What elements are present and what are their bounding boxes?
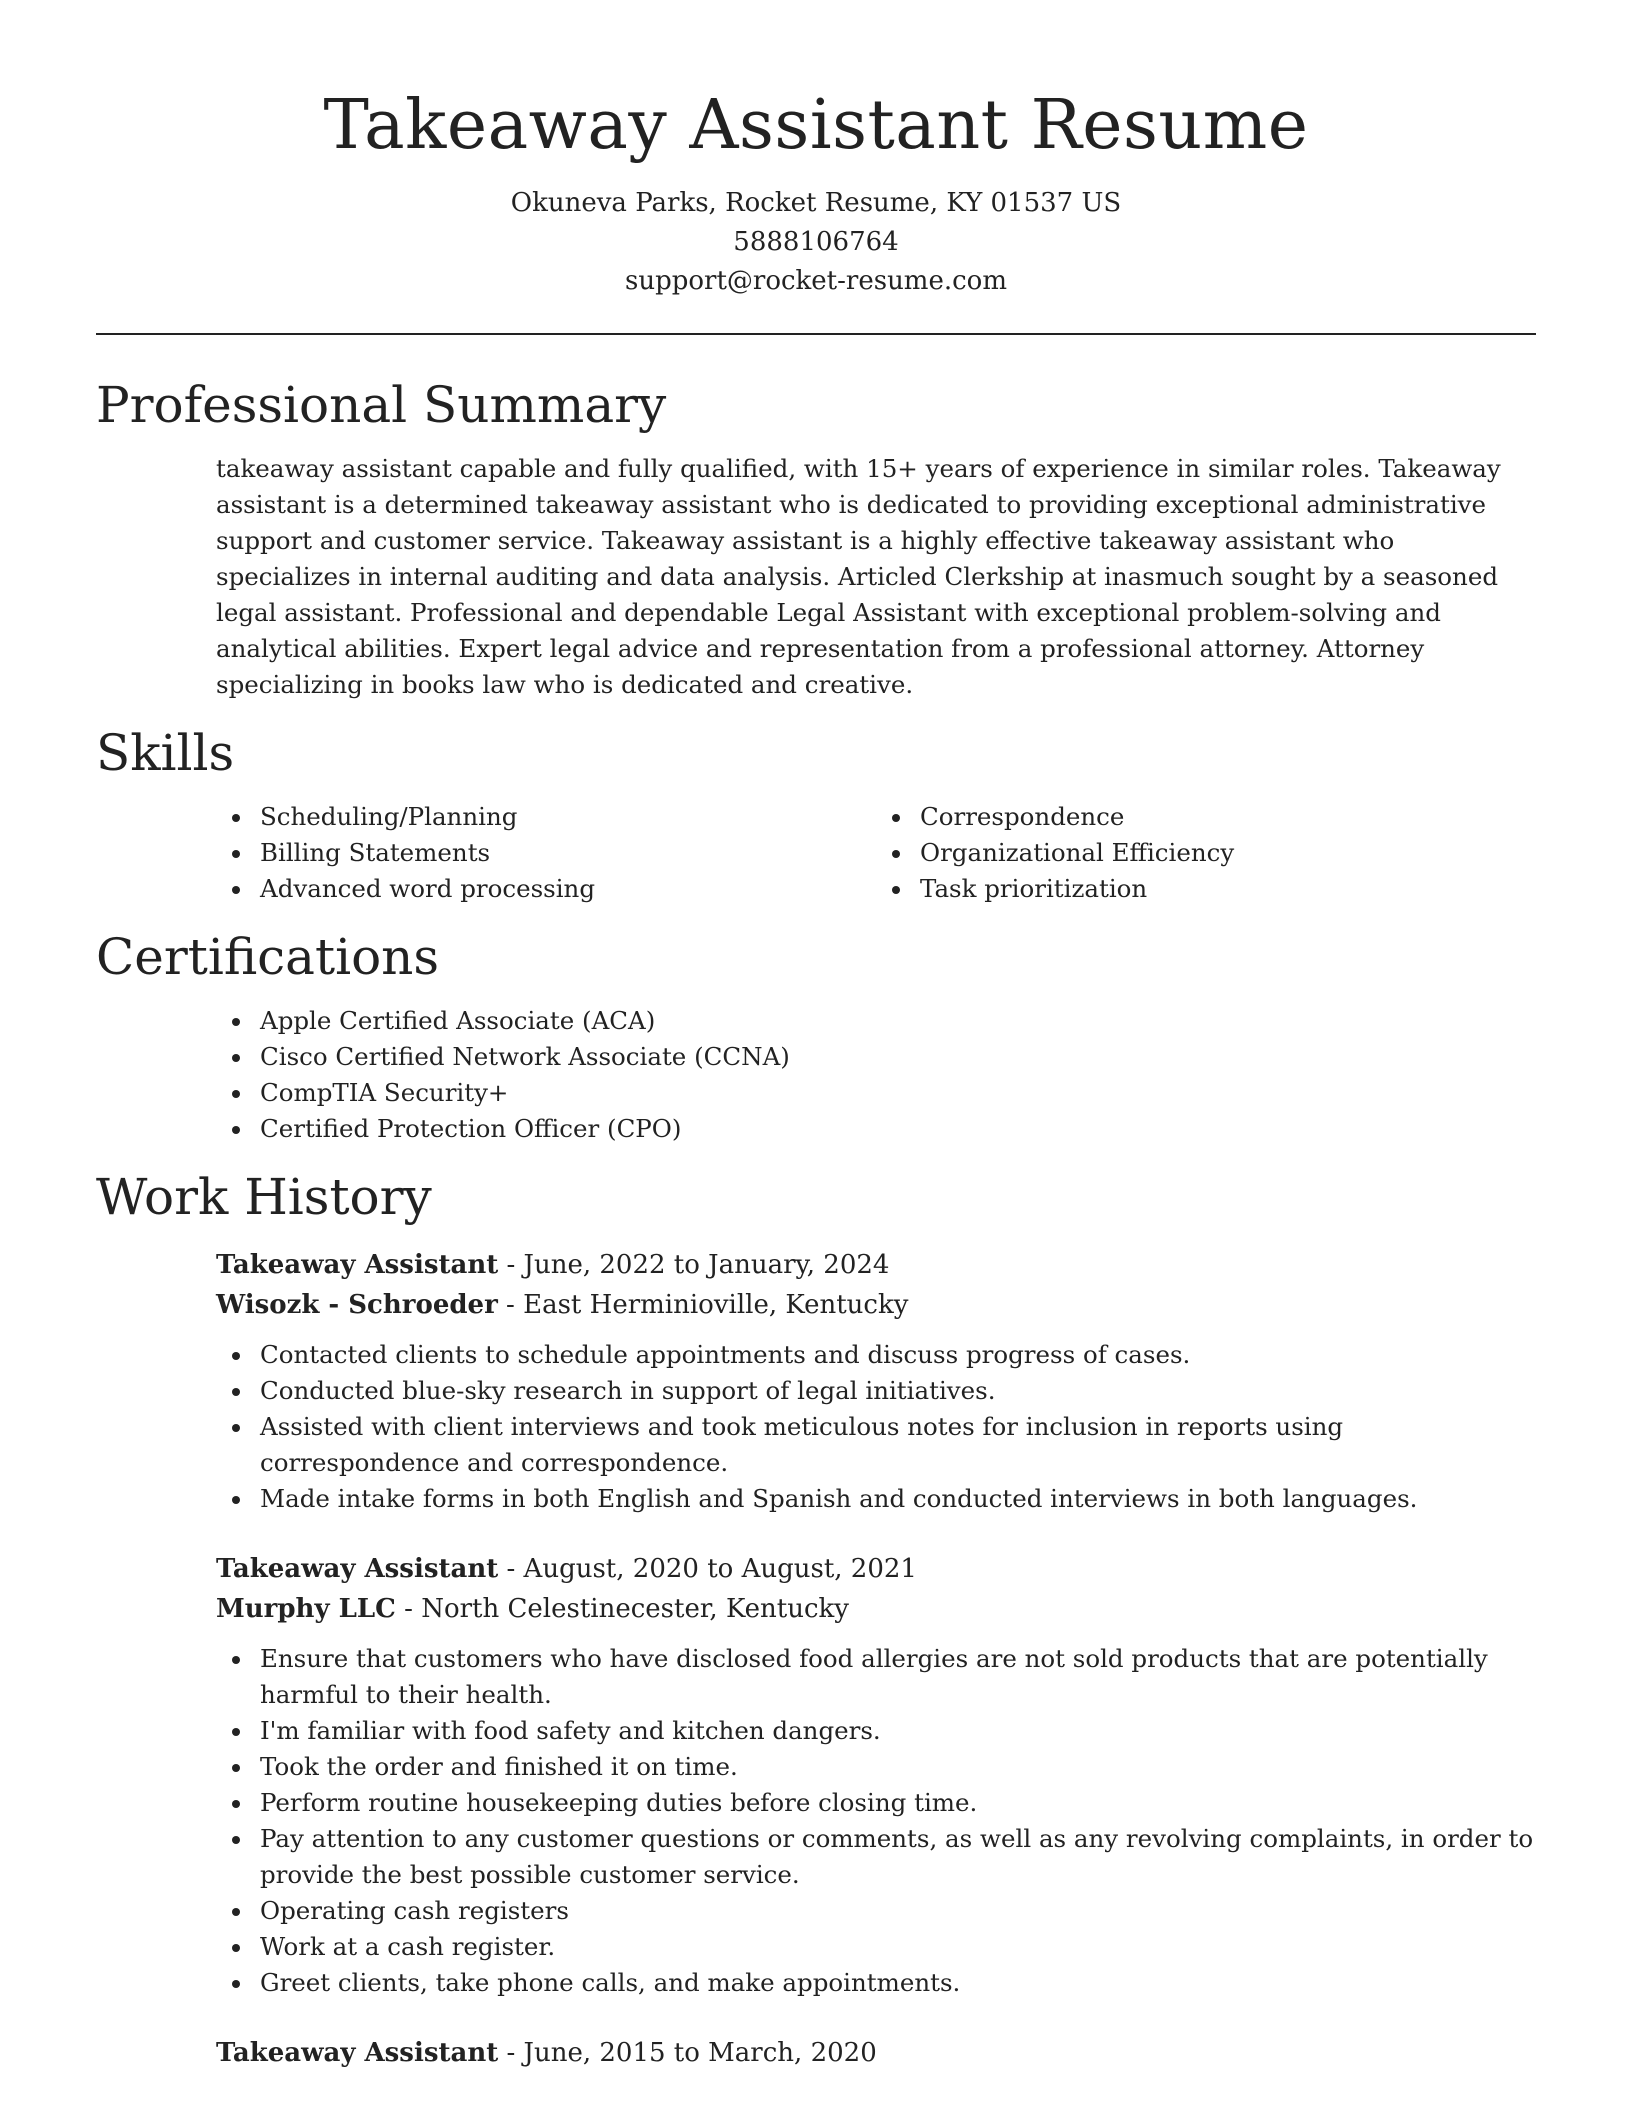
summary-heading: Professional Summary — [96, 376, 667, 434]
job-duty-item: I'm familiar with food safety and kitchen dangers. — [260, 1713, 1536, 1749]
resume-title: Takeaway Assistant Resume — [323, 86, 1309, 165]
job-duty-item: Perform routine housekeeping duties before closing time. — [260, 1785, 1536, 1821]
job-entry — [216, 2033, 1536, 2073]
job-title: Takeaway Assistant — [216, 1250, 499, 1280]
contact-phone: 5888106764 — [733, 227, 899, 257]
work-history-section — [96, 1167, 1536, 2073]
job-company-line — [216, 1285, 1536, 1325]
job-duty-item: Made intake forms in both English and Spanish and conducted interviews in both languages. — [260, 1481, 1536, 1517]
job-title: Takeaway Assistant — [216, 1554, 499, 1584]
job-duty-item: Pay attention to any customer questions or comments, as well as any revolving complaints, in order to provide the best possible customer service. — [260, 1821, 1536, 1893]
job-title-line — [216, 1549, 1536, 1589]
resume-header — [96, 0, 1536, 301]
job-duty-item: Operating cash registers — [260, 1893, 1536, 1929]
job-duties-list — [216, 1641, 1536, 2001]
certification-item: Certified Protection Officer (CPO) — [260, 1111, 1580, 1147]
certification-item: Apple Certified Associate (ACA) — [260, 1003, 1580, 1039]
certifications-heading: Certifications — [96, 928, 440, 986]
job-duty-item: Contacted clients to schedule appointments and discuss progress of cases. — [260, 1337, 1536, 1373]
job-title: Takeaway Assistant — [216, 2038, 499, 2068]
certification-item: CompTIA Security+ — [260, 1075, 1580, 1111]
job-title-line — [216, 1245, 1536, 1285]
job-duty-item: Ensure that customers who have disclosed food allergies are not sold products that are potentially harmful to their health. — [260, 1641, 1536, 1713]
job-duty-item: Assisted with client interviews and took meticulous notes for inclusion in reports using correspondence and correspondence. — [260, 1409, 1536, 1481]
skills-columns — [216, 799, 1536, 907]
skills-heading: Skills — [96, 724, 235, 782]
job-dates: - June, 2015 to March, 2020 — [498, 2038, 877, 2068]
header-divider — [96, 333, 1536, 335]
job-dates: - June, 2022 to January, 2024 — [498, 1250, 890, 1280]
skills-list-right — [876, 799, 1536, 907]
work-history-heading: Work History — [96, 1168, 432, 1226]
skill-item: Correspondence — [920, 799, 1536, 835]
certifications-section — [96, 927, 1536, 1147]
skill-item: Scheduling/Planning — [260, 799, 876, 835]
job-location: - East Herminioville, Kentucky — [497, 1290, 909, 1320]
certifications-list — [216, 1003, 1580, 1147]
job-duty-item: Greet clients, take phone calls, and make appointments. — [260, 1965, 1536, 2001]
skill-item: Billing Statements — [260, 835, 876, 871]
job-company: Murphy LLC — [216, 1594, 396, 1624]
contact-block — [96, 184, 1536, 301]
job-duty-item: Work at a cash register. — [260, 1929, 1536, 1965]
skill-item: Task prioritization — [920, 871, 1536, 907]
contact-address: Okuneva Parks, Rocket Resume, KY 01537 US — [510, 188, 1122, 218]
resume-page — [96, 0, 1536, 2073]
job-title-line — [216, 2033, 1536, 2073]
summary-section — [96, 375, 1536, 703]
job-company-line — [216, 1589, 1536, 1629]
job-entry — [216, 1549, 1536, 2001]
job-duty-item: Took the order and finished it on time. — [260, 1749, 1536, 1785]
summary-text: takeaway assistant capable and fully qualified, with 15+ years of experience in similar roles. Takeaway assistant is a determined takeaway assistant who is dedicated to providing exceptional administrative support and customer service. Takeaway assistant is a highly effective takeaway assistant who specializes in internal auditing and data analysis. Articled Clerkship at inasmuch sought by a seasoned legal assistant. Professional and dependable Legal Assistant with exceptional problem-solving and analytical abilities. Expert legal advice and representation from a professional attorney. Attorney specializing in books law who is dedicated and creative. — [216, 454, 1501, 699]
skills-section — [96, 723, 1536, 907]
job-company: Wisozk - Schroeder — [216, 1290, 498, 1320]
job-entry — [216, 1245, 1536, 1517]
skill-item: Advanced word processing — [260, 871, 876, 907]
job-dates: - August, 2020 to August, 2021 — [498, 1554, 917, 1584]
job-location: - North Celestinecester, Kentucky — [395, 1594, 849, 1624]
job-duties-list — [216, 1337, 1536, 1517]
skill-item: Organizational Efficiency — [920, 835, 1536, 871]
certification-item: Cisco Certified Network Associate (CCNA) — [260, 1039, 1580, 1075]
contact-email: support@rocket-resume.com — [624, 266, 1007, 296]
skills-list-left — [216, 799, 876, 907]
job-duty-item: Conducted blue-sky research in support of legal initiatives. — [260, 1373, 1536, 1409]
